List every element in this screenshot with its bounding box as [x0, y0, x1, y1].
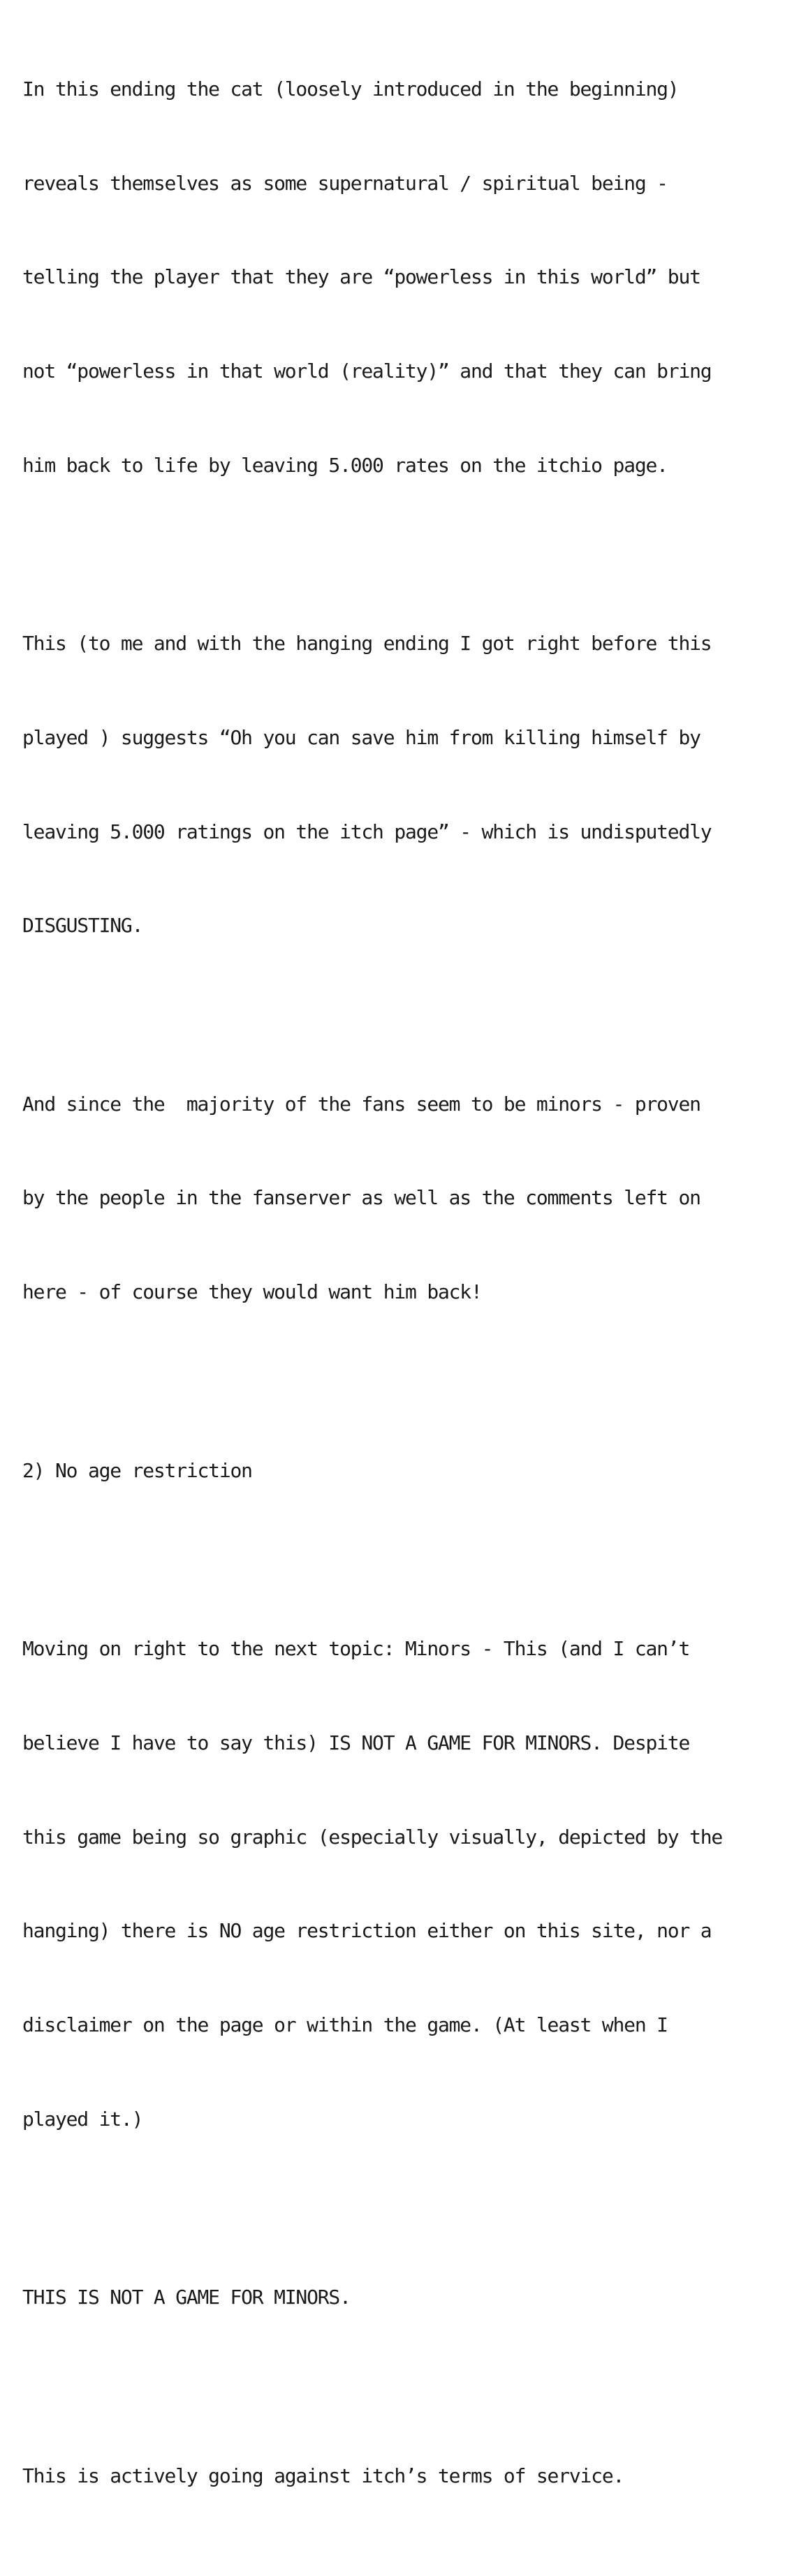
paragraph-hanging-ending [22, 565, 763, 1005]
paragraph-cat-ending [22, 11, 763, 544]
text-line: leaving 5.000 ratings on the itch page” - which is undisputedly [22, 820, 712, 843]
text-line: played ) suggests “Oh you can save him from killing himself by [22, 725, 700, 749]
text-line: This is actively going against itch’s terms of service. [22, 2464, 624, 2487]
paragraph-no-age-restriction [22, 1571, 763, 2198]
text-line: this game being so graphic (especially visually, depicted by the [22, 1825, 723, 1849]
text-line: This (to me and with the hanging ending I got right before this [22, 632, 712, 656]
text-line: played it.) [22, 2107, 143, 2131]
paragraph-fans-minors [22, 1026, 763, 1371]
paragraph-terms-of-service [22, 2398, 763, 2555]
text-line: believe I have to say this) IS NOT A GAME FOR MINORS. Despite [22, 1731, 690, 1754]
paragraph-not-for-minors [22, 2219, 763, 2376]
text-line: hanging) there is NO age restriction either on this site, nor a [22, 1919, 712, 1943]
text-line: by the people in the fanserver as well as the comments left on [22, 1186, 700, 1210]
text-line: And since the majority of the fans seem to be minors - proven [22, 1092, 700, 1116]
text-line: telling the player that they are “powerless in this world” but [22, 265, 700, 289]
text-line: 2) No age restriction [22, 1458, 252, 1482]
text-line: Moving on right to the next topic: Minors - This (and I can’t [22, 1637, 690, 1661]
text-line: DISGUSTING. [22, 914, 143, 938]
text-line: here - of course they would want him back! [22, 1280, 482, 1304]
text-line: reveals themselves as some supernatural / spiritual being - [22, 171, 668, 195]
text-line: not “powerless in that world (reality)” and that they can bring [22, 359, 712, 383]
text-line: him back to life by leaving 5.000 rates on the itchio page. [22, 453, 668, 477]
section-heading-age-restriction [22, 1393, 763, 1550]
text-line: THIS IS NOT A GAME FOR MINORS. [22, 2286, 351, 2309]
text-line: In this ending the cat (loosely introduced in the beginning) [22, 77, 679, 101]
comment-body [22, 11, 763, 2576]
text-line: disclaimer on the page or within the game. (At least when I [22, 2013, 668, 2037]
